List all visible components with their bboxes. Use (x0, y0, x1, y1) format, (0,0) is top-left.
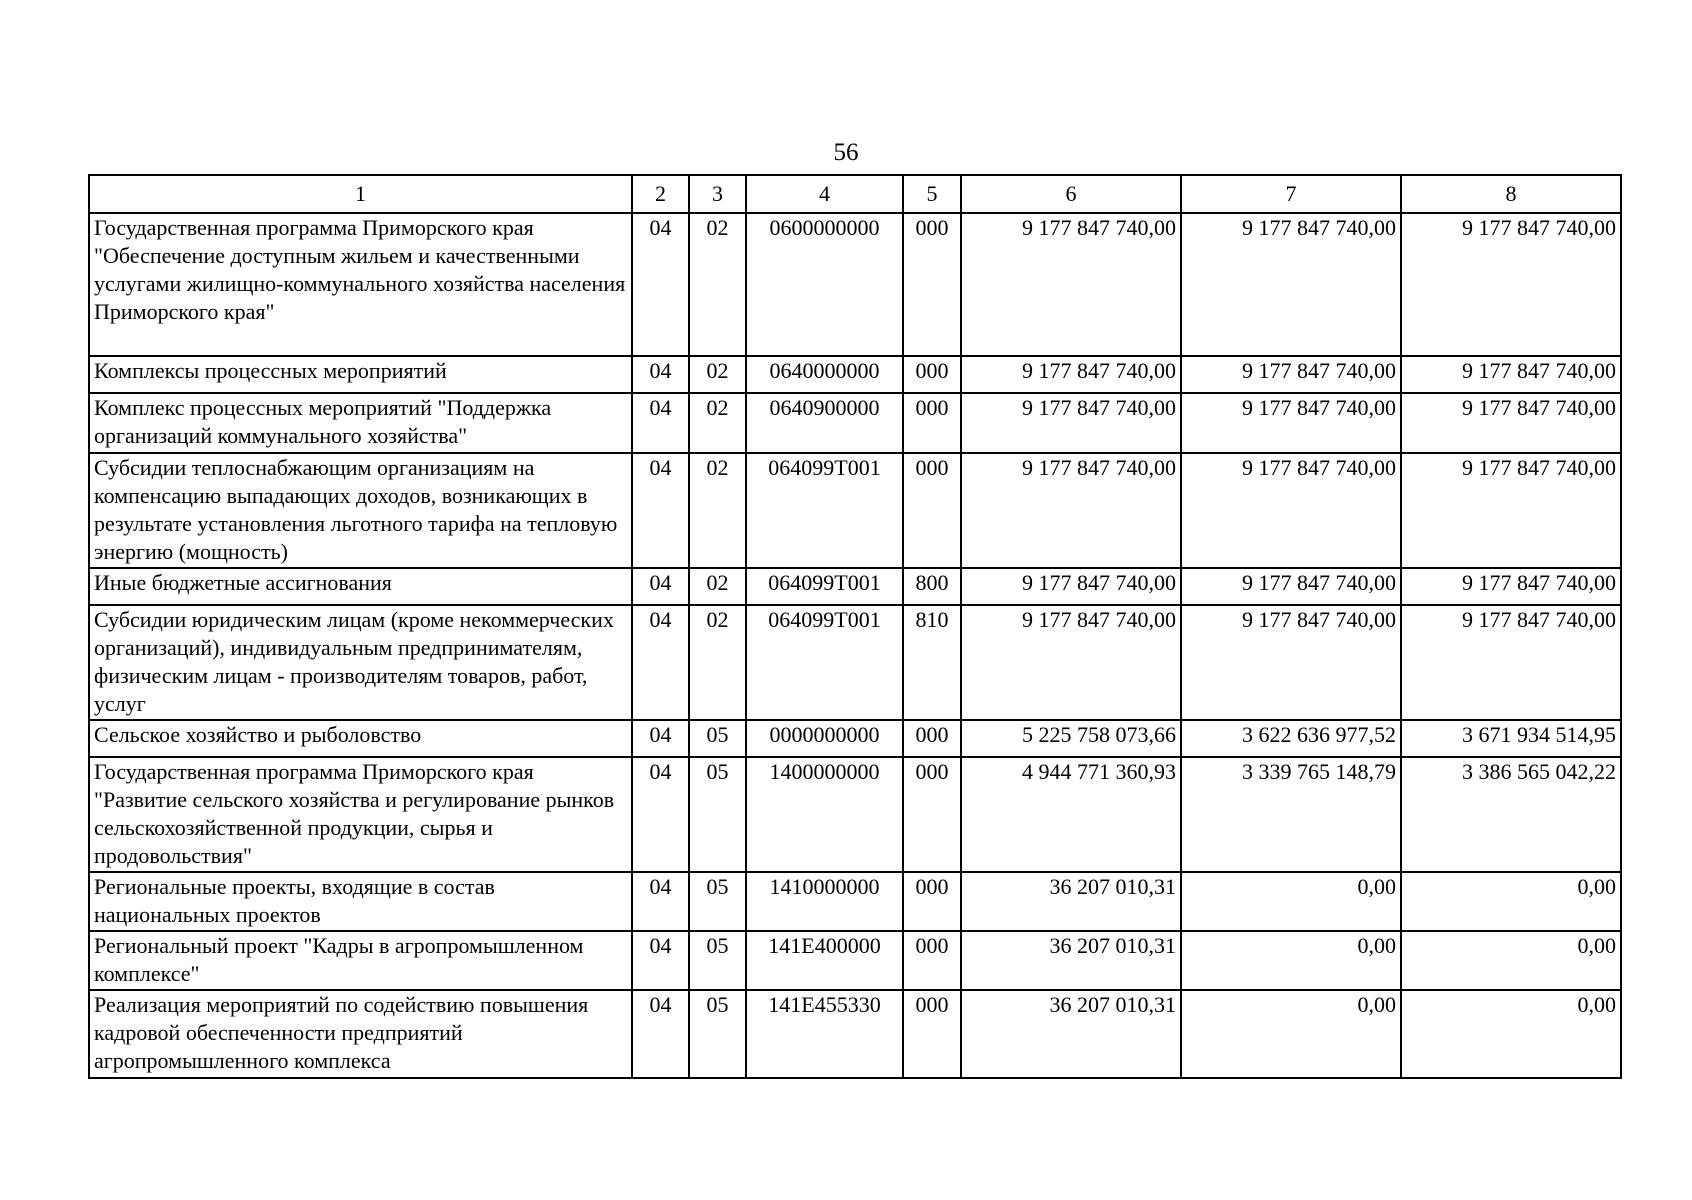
row-subsection: 05 (689, 931, 746, 990)
row-target-code: 064099Т001 (746, 605, 903, 720)
row-name: Субсидии теплоснабжающим организациям на компенсацию выпадающих доходов, возникающих в результате установления льготного тарифа на тепловую энергию (мощность) (89, 453, 632, 568)
row-expense-type: 000 (903, 453, 961, 568)
header-row (89, 175, 1621, 213)
row-target-code: 141Е400000 (746, 931, 903, 990)
row-expense-type: 000 (903, 872, 961, 931)
row-amount-8: 3 671 934 514,95 (1401, 720, 1621, 757)
table-row (89, 872, 1621, 931)
row-section: 04 (632, 568, 689, 605)
row-amount-7: 9 177 847 740,00 (1181, 356, 1401, 393)
row-amount-7: 9 177 847 740,00 (1181, 453, 1401, 568)
row-subsection: 05 (689, 872, 746, 931)
table-row (89, 453, 1621, 568)
table-row (89, 393, 1621, 453)
table-row (89, 720, 1621, 757)
row-target-code: 064099Т001 (746, 453, 903, 568)
col-header-8: 8 (1401, 175, 1621, 213)
row-amount-6: 36 207 010,31 (961, 990, 1181, 1078)
row-name: Государственная программа Приморского края "Обеспечение доступным жильем и качественными услугами жилищно-коммунального хозяйства населения Приморского края" (89, 213, 632, 356)
row-name: Сельское хозяйство и рыболовство (89, 720, 632, 757)
table-row (89, 757, 1621, 872)
table-row (89, 213, 1621, 356)
row-subsection: 02 (689, 453, 746, 568)
col-header-1: 1 (89, 175, 632, 213)
row-amount-7: 0,00 (1181, 931, 1401, 990)
row-target-code: 1410000000 (746, 872, 903, 931)
table-row (89, 990, 1621, 1078)
row-expense-type: 000 (903, 757, 961, 872)
row-subsection: 05 (689, 757, 746, 872)
row-amount-7: 3 339 765 148,79 (1181, 757, 1401, 872)
row-amount-7: 0,00 (1181, 872, 1401, 931)
table-row (89, 605, 1621, 720)
row-section: 04 (632, 605, 689, 720)
row-section: 04 (632, 453, 689, 568)
col-header-2: 2 (632, 175, 689, 213)
row-amount-7: 9 177 847 740,00 (1181, 393, 1401, 453)
row-amount-6: 36 207 010,31 (961, 872, 1181, 931)
row-amount-6: 4 944 771 360,93 (961, 757, 1181, 872)
col-header-3: 3 (689, 175, 746, 213)
row-subsection: 02 (689, 393, 746, 453)
row-name: Региональные проекты, входящие в состав национальных проектов (89, 872, 632, 931)
row-subsection: 02 (689, 213, 746, 356)
row-expense-type: 810 (903, 605, 961, 720)
row-amount-8: 9 177 847 740,00 (1401, 568, 1621, 605)
row-amount-8: 0,00 (1401, 872, 1621, 931)
budget-table (88, 174, 1622, 1079)
table-row (89, 931, 1621, 990)
row-name: Комплекс процессных мероприятий "Поддержка организаций коммунального хозяйства" (89, 393, 632, 453)
row-amount-6: 9 177 847 740,00 (961, 568, 1181, 605)
row-expense-type: 800 (903, 568, 961, 605)
row-section: 04 (632, 757, 689, 872)
row-amount-7: 0,00 (1181, 990, 1401, 1078)
row-amount-8: 3 386 565 042,22 (1401, 757, 1621, 872)
row-expense-type: 000 (903, 931, 961, 990)
row-amount-7: 9 177 847 740,00 (1181, 605, 1401, 720)
col-header-4: 4 (746, 175, 903, 213)
row-name: Иные бюджетные ассигнования (89, 568, 632, 605)
row-amount-7: 9 177 847 740,00 (1181, 213, 1401, 356)
row-section: 04 (632, 872, 689, 931)
row-target-code: 1400000000 (746, 757, 903, 872)
row-amount-7: 9 177 847 740,00 (1181, 568, 1401, 605)
row-amount-8: 9 177 847 740,00 (1401, 393, 1621, 453)
row-target-code: 0600000000 (746, 213, 903, 356)
row-amount-7: 3 622 636 977,52 (1181, 720, 1401, 757)
row-amount-6: 9 177 847 740,00 (961, 605, 1181, 720)
row-name: Комплексы процессных мероприятий (89, 356, 632, 393)
row-name: Субсидии юридическим лицам (кроме некоммерческих организаций), индивидуальным предпринимателям, физическим лицам - производителям товаров, работ, услуг (89, 605, 632, 720)
row-target-code: 064099Т001 (746, 568, 903, 605)
row-expense-type: 000 (903, 393, 961, 453)
row-target-code: 0000000000 (746, 720, 903, 757)
col-header-5: 5 (903, 175, 961, 213)
row-amount-6: 9 177 847 740,00 (961, 453, 1181, 568)
row-target-code: 0640900000 (746, 393, 903, 453)
row-target-code: 141Е455330 (746, 990, 903, 1078)
col-header-7: 7 (1181, 175, 1401, 213)
row-subsection: 02 (689, 356, 746, 393)
row-section: 04 (632, 990, 689, 1078)
row-amount-8: 0,00 (1401, 990, 1621, 1078)
row-subsection: 05 (689, 720, 746, 757)
row-subsection: 02 (689, 568, 746, 605)
row-amount-8: 9 177 847 740,00 (1401, 356, 1621, 393)
row-section: 04 (632, 356, 689, 393)
row-name: Реализация мероприятий по содействию повышения кадровой обеспеченности предприятий агропромышленного комплекса (89, 990, 632, 1078)
row-section: 04 (632, 931, 689, 990)
row-target-code: 0640000000 (746, 356, 903, 393)
row-subsection: 02 (689, 605, 746, 720)
page-number: 56 (833, 139, 859, 166)
row-amount-8: 9 177 847 740,00 (1401, 605, 1621, 720)
table-header (89, 175, 1621, 213)
row-amount-6: 36 207 010,31 (961, 931, 1181, 990)
table-row (89, 568, 1621, 605)
row-expense-type: 000 (903, 990, 961, 1078)
row-expense-type: 000 (903, 720, 961, 757)
table-body (89, 213, 1621, 1078)
row-amount-8: 9 177 847 740,00 (1401, 453, 1621, 568)
row-expense-type: 000 (903, 356, 961, 393)
row-amount-6: 9 177 847 740,00 (961, 213, 1181, 356)
row-section: 04 (632, 213, 689, 356)
row-expense-type: 000 (903, 213, 961, 356)
col-header-6: 6 (961, 175, 1181, 213)
row-name: Региональный проект "Кадры в агропромышленном комплексе" (89, 931, 632, 990)
row-amount-8: 0,00 (1401, 931, 1621, 990)
row-section: 04 (632, 393, 689, 453)
row-section: 04 (632, 720, 689, 757)
row-amount-6: 9 177 847 740,00 (961, 356, 1181, 393)
table-row (89, 356, 1621, 393)
row-name: Государственная программа Приморского края "Развитие сельского хозяйства и регулирование рынков сельскохозяйственной продукции, сырья и продовольствия" (89, 757, 632, 872)
row-amount-8: 9 177 847 740,00 (1401, 213, 1621, 356)
row-amount-6: 5 225 758 073,66 (961, 720, 1181, 757)
row-amount-6: 9 177 847 740,00 (961, 393, 1181, 453)
row-subsection: 05 (689, 990, 746, 1078)
